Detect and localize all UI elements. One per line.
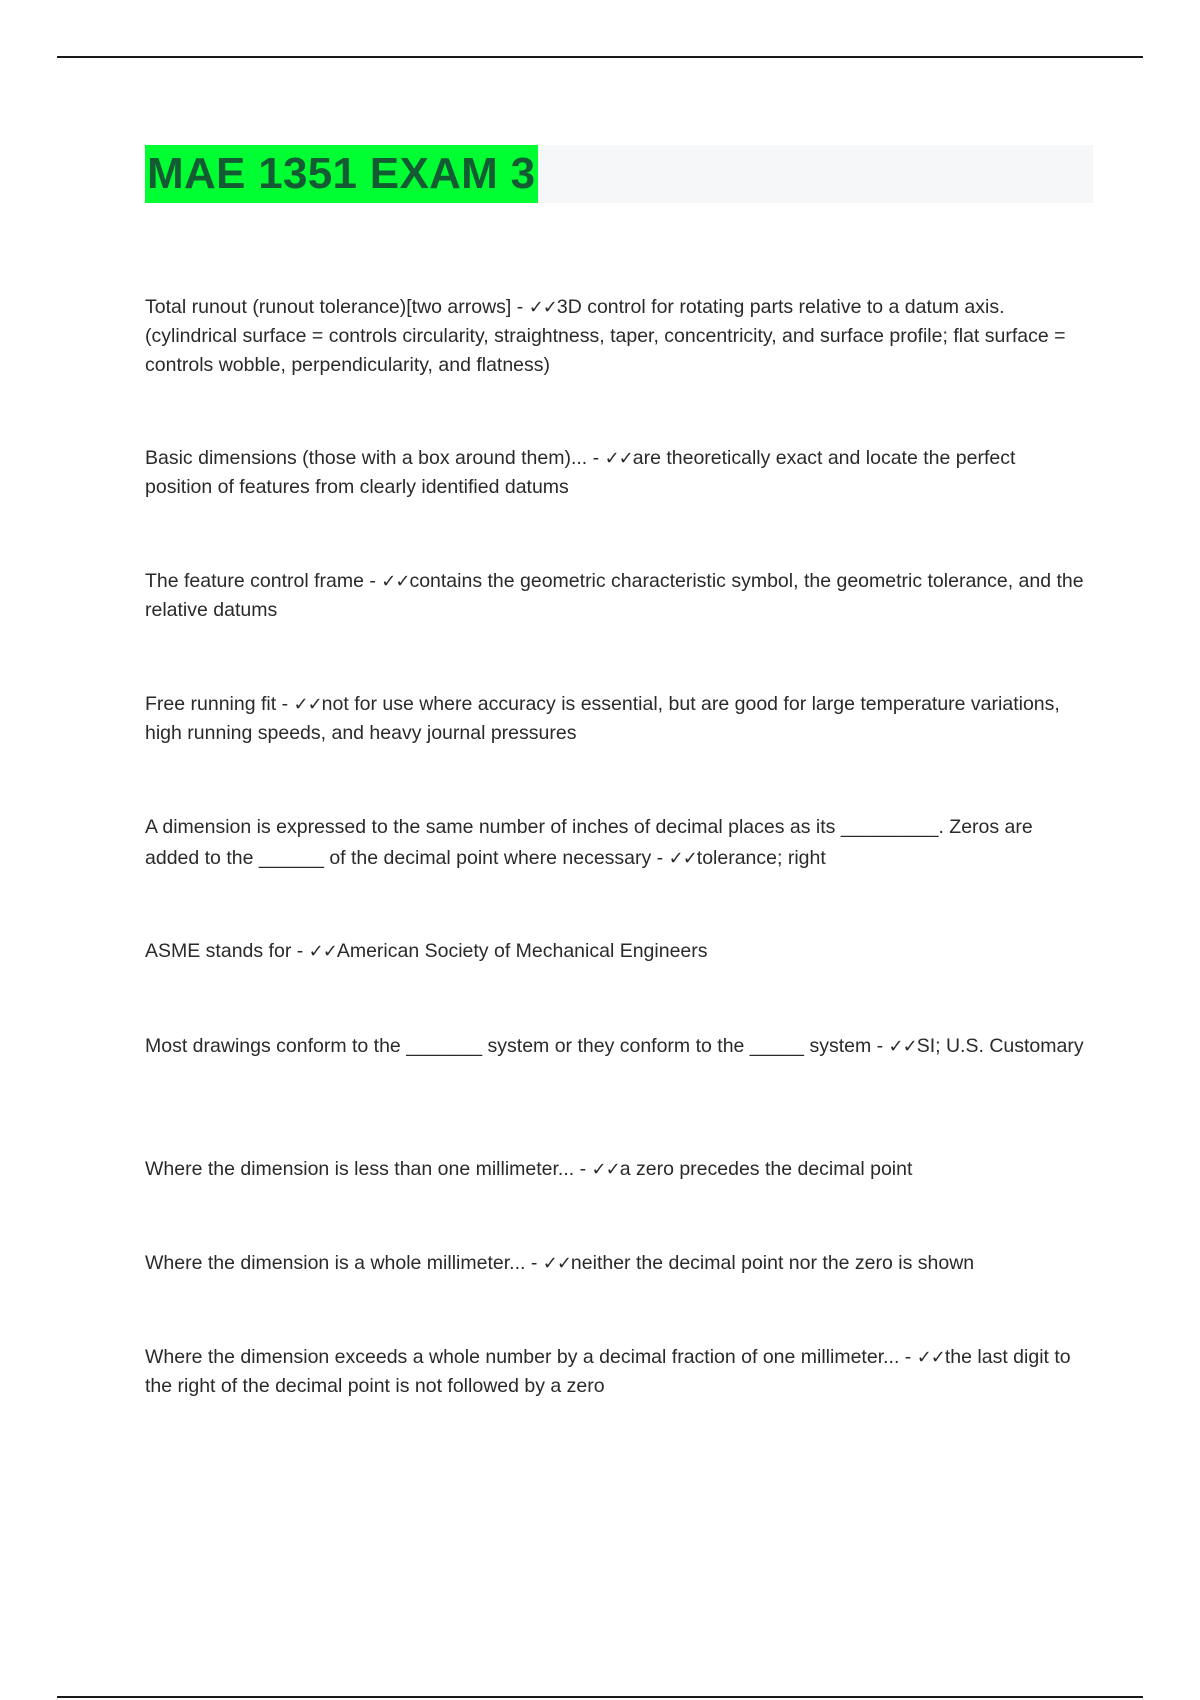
- entry-separator: -: [651, 847, 669, 869]
- bottom-rule: [57, 1696, 1143, 1698]
- document-title: MAE 1351 EXAM 3: [145, 145, 538, 203]
- double-check-icon: ✓✓: [668, 848, 697, 869]
- entry-term: Total runout (runout tolerance)[two arrows]: [145, 296, 512, 318]
- entry-decimal-fraction: [145, 1343, 1085, 1401]
- double-check-icon: ✓✓: [528, 297, 557, 318]
- double-check-icon: ✓✓: [293, 694, 322, 715]
- entry-whole-mm: [145, 1249, 1085, 1278]
- entry-free-running-fit: [145, 690, 1085, 748]
- entry-less-than-one-mm: [145, 1155, 1085, 1184]
- entry-term: Where the dimension is a whole millimeter...: [145, 1252, 526, 1274]
- entry-definition: contains the geometric characteristic symbol, the geometric tolerance, and the relative datums: [145, 570, 1084, 621]
- entry-definition: 3D control for rotating parts relative to a datum axis. (cylindrical surface = controls circularity, straightness, taper, concentricity, and surface profile; flat surface = controls wobble, perpendicularity, and flatness): [145, 296, 1066, 376]
- entry-term: ASME stands for: [145, 940, 292, 962]
- entry-separator: -: [587, 447, 605, 469]
- double-check-icon: ✓✓: [381, 571, 410, 592]
- entry-definition: not for use where accuracy is essential, but are good for large temperature variations, high running speeds, and heavy journal pressures: [145, 693, 1060, 744]
- entry-separator: -: [871, 1035, 889, 1057]
- entry-separator: -: [899, 1346, 917, 1368]
- entry-definition: a zero precedes the decimal point: [619, 1158, 913, 1180]
- double-check-icon: ✓✓: [542, 1253, 571, 1274]
- entry-definition: neither the decimal point nor the zero is shown: [570, 1252, 975, 1274]
- entry-separator: -: [363, 570, 382, 592]
- entry-definition: American Society of Mechanical Engineers: [336, 940, 708, 962]
- entry-total-runout: [145, 293, 1085, 380]
- entry-definition: are theoretically exact and locate the perfect position of features from clearly identified datums: [145, 447, 1016, 498]
- entry-separator: -: [276, 693, 294, 715]
- entry-separator: -: [291, 940, 309, 962]
- entry-definition: the last digit to the right of the decimal point is not followed by a zero: [145, 1346, 1071, 1397]
- entry-drawing-systems: [145, 1032, 1085, 1061]
- entry-term: Where the dimension is less than one millimeter...: [145, 1158, 575, 1180]
- entry-term: Basic dimensions (those with a box around them)...: [145, 447, 588, 469]
- entry-separator: -: [511, 296, 529, 318]
- double-check-icon: ✓✓: [591, 1159, 620, 1180]
- entry-term: Most drawings conform to the _______ system or they conform to the _____ system: [145, 1035, 872, 1057]
- double-check-icon: ✓✓: [604, 448, 633, 469]
- entry-term: Where the dimension exceeds a whole number by a decimal fraction of one millimeter...: [145, 1346, 900, 1368]
- entry-separator: -: [574, 1158, 592, 1180]
- entry-asme: [145, 937, 1085, 966]
- entry-decimal-places: [145, 812, 1085, 874]
- entry-definition: SI; U.S. Customary: [916, 1035, 1084, 1057]
- entry-term: Free running fit: [145, 693, 277, 715]
- entry-definition: tolerance; right: [696, 847, 826, 869]
- entry-term: A dimension is expressed to the same number of inches of decimal places as its _________. Zeros are added to the ______ of the decimal point where necessary: [145, 816, 1033, 869]
- entry-term: The feature control frame: [145, 570, 364, 592]
- double-check-icon: ✓✓: [888, 1036, 917, 1057]
- double-check-icon: ✓✓: [308, 941, 337, 962]
- double-check-icon: ✓✓: [916, 1347, 945, 1368]
- entry-basic-dimensions: [145, 444, 1085, 502]
- top-rule: [57, 56, 1143, 58]
- entry-feature-control-frame: [145, 567, 1085, 625]
- entry-separator: -: [525, 1252, 543, 1274]
